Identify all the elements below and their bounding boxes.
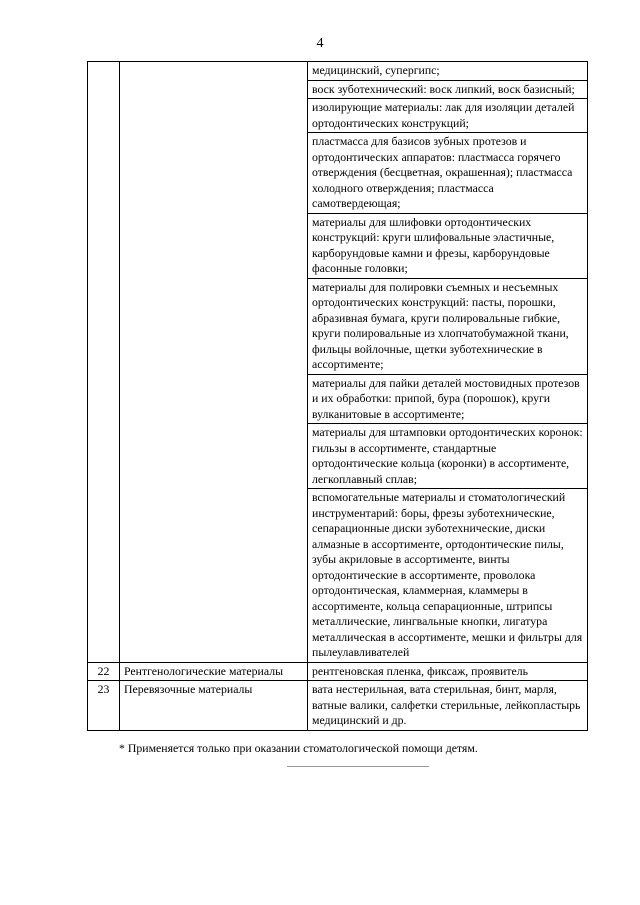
item-cell: изолирующие материалы: лак для изоляции деталей ортодонтических конструкций; <box>308 99 588 133</box>
item-cell: материалы для штамповки ортодонтических коронок: гильзы в ассортименте, стандартные ортодонтические кольца (коронки) в ассортименте, легкоплавный сплав; <box>308 424 588 489</box>
name-cell <box>120 62 308 663</box>
item-cell: воск зуботехнический: воск липкий, воск базисный; <box>308 80 588 99</box>
item-cell: медицинский, супергипс; <box>308 62 588 81</box>
materials-table <box>87 61 588 731</box>
row-items: рентгеновская пленка, фиксаж, проявитель <box>308 662 588 681</box>
table-row-23 <box>88 681 588 731</box>
row-number: 23 <box>88 681 120 731</box>
item-cell: материалы для шлифовки ортодонтических конструкций: круги шлифовальные эластичные, карборундовые камни и фрезы, карборундовые фасонные головки; <box>308 213 588 278</box>
item-cell: материалы для пайки деталей мостовидных протезов и их обработки: припой, бура (порошок), круги вулканитовые в ассортименте; <box>308 374 588 424</box>
row-name: Рентгенологические материалы <box>120 662 308 681</box>
table-row-22 <box>88 662 588 681</box>
item-cell: пластмасса для базисов зубных протезов и ортодонтических аппаратов: пластмасса горячего отверждения (бесцветная, окрашенная); пластмасса холодного отверждения; пластмасса самотвердеющая; <box>308 133 588 214</box>
page-number: 4 <box>316 36 324 51</box>
item-cell: материалы для полировки съемных и несъемных ортодонтических конструкций: пасты, порошки, абразивная бумага, круги полировальные гибкие, круги полировальные из хлопчатобумажной ткани, фильцы войлочные, щетки зуботехнические в ассортименте; <box>308 278 588 374</box>
row-items: вата нестерильная, вата стерильная, бинт, марля, ватные валики, салфетки стерильные, лейкопластырь медицинский и др. <box>308 681 588 731</box>
number-cell <box>88 62 120 663</box>
footnote: * Применяется только при оказании стоматологической помощи детям. <box>119 741 478 755</box>
item-cell: вспомогательные материалы и стоматологический инструментарий: боры, фрезы зуботехнические, сепарационные диски зуботехнические, диски алмазные в ассортименте, ортодонтические пилы, зубы акриловые в ассортименте, винты ортодонтические в ассортименте, проволока ортодонтическая, кламмерная, кламмеры в ассортименте, кольца сепарационные, штрипсы металлические, лингвальные кнопки, лигатура металлическая в ассортименте, мешки и фильтры для пылеулавливателей <box>308 489 588 663</box>
row-name: Перевязочные материалы <box>120 681 308 731</box>
row-number: 22 <box>88 662 120 681</box>
end-divider <box>287 766 429 767</box>
table-row <box>88 62 588 81</box>
